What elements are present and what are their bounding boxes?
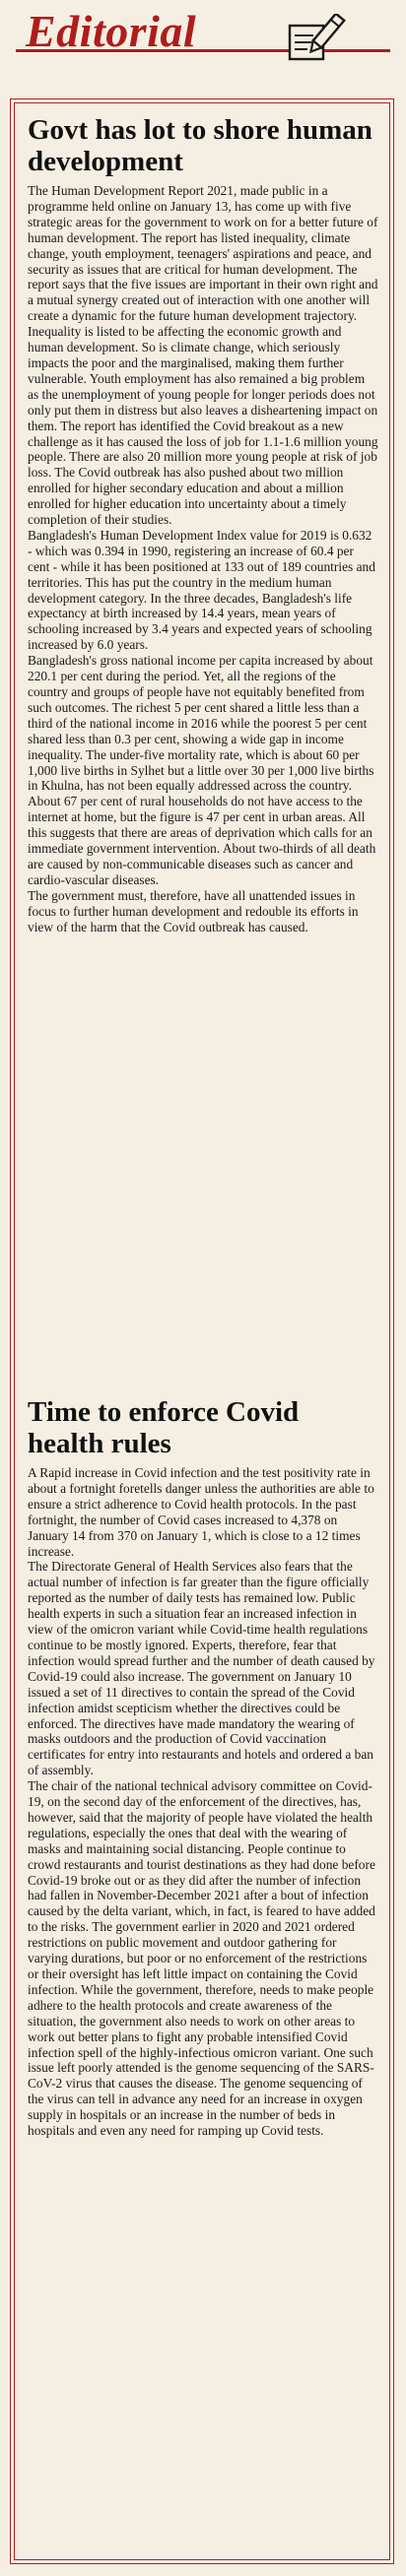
editorial-header xyxy=(0,0,406,108)
editorial-article-2 xyxy=(28,1396,378,2139)
editorial-article-1 xyxy=(28,114,378,935)
article-1-paragraph: The government must, therefore, have all unattended issues in focus to further human development and redouble its efforts in view of the harm that the Covid outbreak has caused. xyxy=(28,887,359,934)
article-2-body xyxy=(28,1465,378,2139)
pen-writing-icon xyxy=(284,14,349,63)
article-1-headline: Govt has lot to shore human development xyxy=(28,114,372,177)
article-2-headline: Time to enforce Covid health rules xyxy=(28,1396,300,1459)
article-2-paragraph: The chair of the national technical advisory committee on Covid-19, on the second day of the enforcement of the directives, has, however, said that the majority of people have violated the health regulations, especially the ones that deal with the wearing of masks and maintaining social distancing. People continue to crowd restaurants and tourist destinations as they had done before Covid-19 broke out or as they did after the number of infection had fallen in November-December 2021 after a bout of infection caused by the delta variant, which, in fact, is feared to have added to the risks. The government earlier in 2020 and 2021 ordered restrictions on public movement and outdoor gathering for varying durations, but poor or no enforcement of the restrictions or their oversight has left little impact on containing the Covid infection. While the government, therefore, needs to make people adhere to the health protocols and create awareness of the situation, the government also needs to work on other areas to work out better plans to fight any probable intensified Covid infection spell of the highly-infectious omicron variant. One such issue left poorly attended is the genome sequencing of the SARS-CoV-2 virus that causes the disease. The genome sequencing of the virus can tell in advance any need for an increase in oxygen supply in hospitals or an increase in the number of beds in hospitals and even any need for ramping up Covid tests. xyxy=(28,1778,375,2139)
article-1-paragraph: Bangladesh's gross national income per capita increased by about 220.1 per cent during the period. Yet, all the regions of the country and groups of people have not equitably benefited from such outcomes. The richest 5 per cent shared a little less than a third of the national income in 2016 while the poorest 5 per cent shared less than 0.3 per cent, showing a wide gap in income inequality. The under-five mortality rate, which is about 60 per 1,000 live births in Sylhet but a little over 30 per 1,000 live births in Khulna, has not been equally addressed across the country. About 67 per cent of rural households do not have access to the internet at home, but the figure is 47 per cent in urban areas. All this suggests that there are areas of deprivation which calls for an immediate government intervention. About two-thirds of all death are caused by non-communicable diseases such as cancer and cardio-vascular diseases. xyxy=(28,653,376,887)
article-2-paragraph: A Rapid increase in Covid infection and the test positivity rate in about a fortnight foretells danger unless the authorities are able to ensure a strict adherence to Covid health protocols. In the past fortnight, the number of Covid cases increased to 4,378 on January 14 from 370 on January 1, which is close to a 12 times increase. xyxy=(28,1465,374,1559)
article-1-body xyxy=(28,183,378,935)
article-1-paragraph: The Human Development Report 2021, made public in a programme held online on January 13, has come up with five strategic areas for the government to work on for a better future of human development. The report has listed inequality, climate change, youth employment, teenagers' aspirations and peace, and security as issues that are critical for human development. The report says that the five issues are important in their own right and a mutual synergy created out of interaction with one another will create a dynamic for the future human development trajectory. Inequality is listed to be affecting the economic growth and human development. So is climate change, which seriously impacts the poor and the marginalised, making them further vulnerable. Youth employment has also remained a big problem as the unemployment of young people for longer periods does not only put them in distress but also leaves a disheartening impact on them. The report has identified the Covid breakout as a new challenge as it has caused the loss of job for 1.1-1.6 million young people. There are also 20 million more young people at risk of job loss. The Covid outbreak has also pushed about two million enrolled for higher secondary education and about a million enrolled for higher education into uncertainty about a timely completion of their studies. xyxy=(28,183,378,528)
article-2-paragraph: The Directorate General of Health Services also fears that the actual number of infection is far greater than the figure officially reported as the number of daily tests has remained low. Public health experts in such a situation fear an increased infection in view of the omicron variant while Covid-time health regulations continue to be mostly ignored. Experts, therefore, fear that infection would spread further and the number of death caused by Covid-19 could also increase. The government on January 10 issued a set of 11 directives to contain the spread of the Covid infection amidst scepticism whether the directives could be enforced. The directives have made mandatory the wearing of masks outdoors and the production of Covid vaccination certificates for entry into restaurants and hotels and ordered a ban of assembly. xyxy=(28,1559,375,1778)
article-1-paragraph: Bangladesh's Human Development Index value for 2019 is 0.632 - which was 0.394 in 1990, registering an increase of 60.4 per cent - while it has been positioned at 133 out of 189 countries and territories. This has put the country in the medium human development category. In the three decades, Bangladesh's life expectancy at birth increased by 14.4 years, mean years of schooling increased by 3.4 years and expected years of schooling increased by 6.0 years. xyxy=(28,527,375,653)
section-title: Editorial xyxy=(26,6,197,56)
